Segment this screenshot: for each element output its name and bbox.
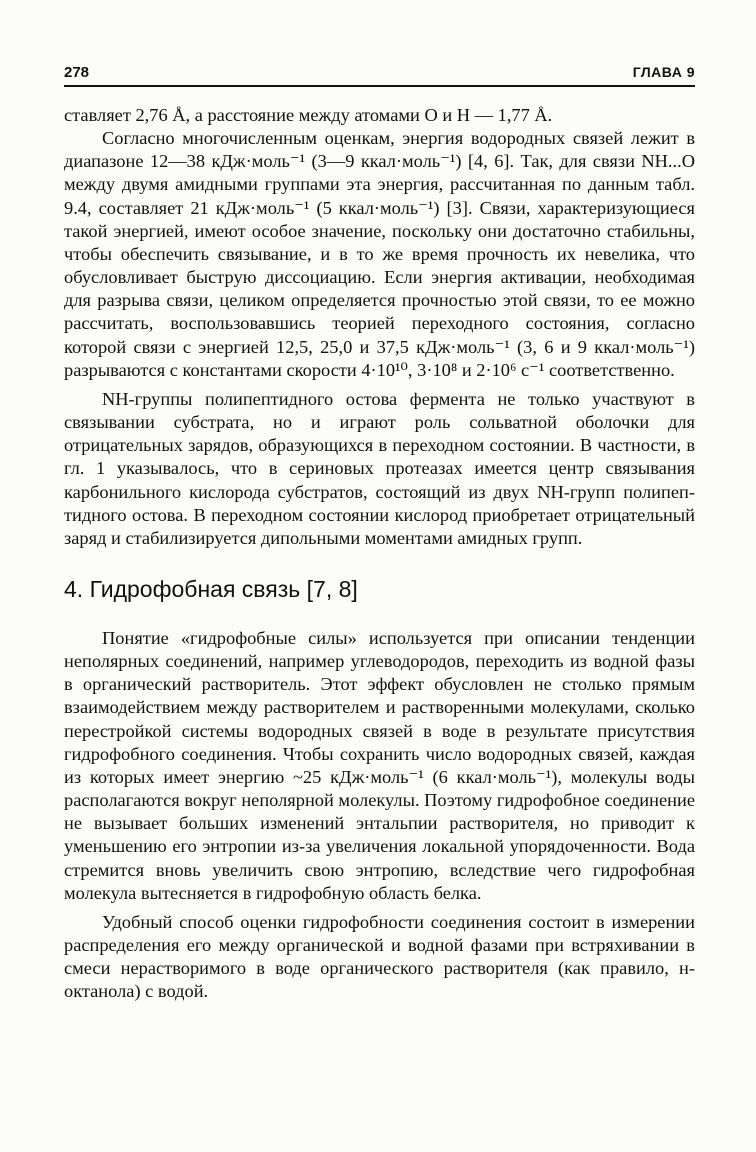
paragraph-hydrophobic-forces: Понятие «гидрофобные силы» используется при описании тенденции неполярных соединений, например углеводородов, переходить из водной фазы в органический растворитель. Этот эффект обусловлен не столько прямым взаимодействием между растворителем и растворенными молекулами, сколько перестройкой системы водородных связей в воде в результате присутствия гидрофобного соединения. Чтобы сохранить число водородных связей, каждая из которых имеет энергию ~25 кДж·моль⁻¹ (6 ккал·моль⁻¹), молекулы воды располагаются вокруг неполярной молекулы. Поэтому гидрофобное соединение не вызывает больших изменений энтальпии растворителя, но приводит к уменьшению его энтропии из-за увеличения локальной упорядоченности. Вода стремится вновь увеличить свою энтропию, вследствие чего гидрофобная молекула вытесняется в гидрофобную область белка. xyxy=(64,627,695,903)
page-number: 278 xyxy=(64,64,90,81)
paragraph-continuation: ставляет 2,76 Å, а расстояние между атомами O и H — 1,77 Å. xyxy=(64,105,553,125)
body-text xyxy=(64,104,695,1003)
running-head xyxy=(64,64,695,84)
section-heading: 4. Гидрофобная связь [7, 8] xyxy=(64,575,358,602)
paragraph-hydrogen-bond-energy: Согласно многочисленным оценкам, энергия водородных связей лежит в диапазоне 12—38 кДж·моль⁻¹ (3—9 ккал·моль⁻¹) [4, 6]. Так, для связи NH...O между двумя амидными группами эта энергия, рассчитанная по данным табл. 9.4, составляет 21 кДж·моль⁻¹ (5 ккал·моль⁻¹) [3]. Связи, характеризующиеся такой энергией, имеют особое значение, поскольку они достаточно стабильны, чтобы обеспечить связывание, и в то же время прочность их невелика, что обусловливает быструю диссоциацию. Если энергия активации, необходимая для разрыва связи, целиком определяется прочностью этой связи, то ее можно рассчитать, воспользовавшись теорией переходного состояния, согласно которой связи с энергией 12,5, 25,0 и 37,5 кДж·моль⁻¹ (3, 6 и 9 ккал·моль⁻¹) разрываются с константами скорости 4·10¹⁰, 3·10⁸ и 2·10⁶ с⁻¹ соответственно. xyxy=(64,128,695,380)
paragraph-nh-groups: NH-группы полипептидного остова фермента не только участвуют в связывании субстрата, но и играют роль сольватной оболочки для отрицательных зарядов, образующихся в переходном состоянии. В частности, в гл. 1 указывалось, что в сериновых протеазах имеется центр связывания карбонильного кислорода субстратов, состоящий из двух NH-групп полипептидного остова. В переходном состоянии кислород приобретает отрицательный заряд и стабилизируется дипольными моментами амидных групп. xyxy=(64,388,695,548)
paragraph-hydrophobicity-measurement: Удобный способ оценки гидрофобности соединения состоит в измерении распределения его между органической и водной фазами при встряхивании в смеси нерастворимого в воде органического растворителя (как правило, н-октанола) с водой. xyxy=(64,911,695,1002)
chapter-label: ГЛАВА 9 xyxy=(632,64,695,80)
header-rule xyxy=(64,85,695,87)
